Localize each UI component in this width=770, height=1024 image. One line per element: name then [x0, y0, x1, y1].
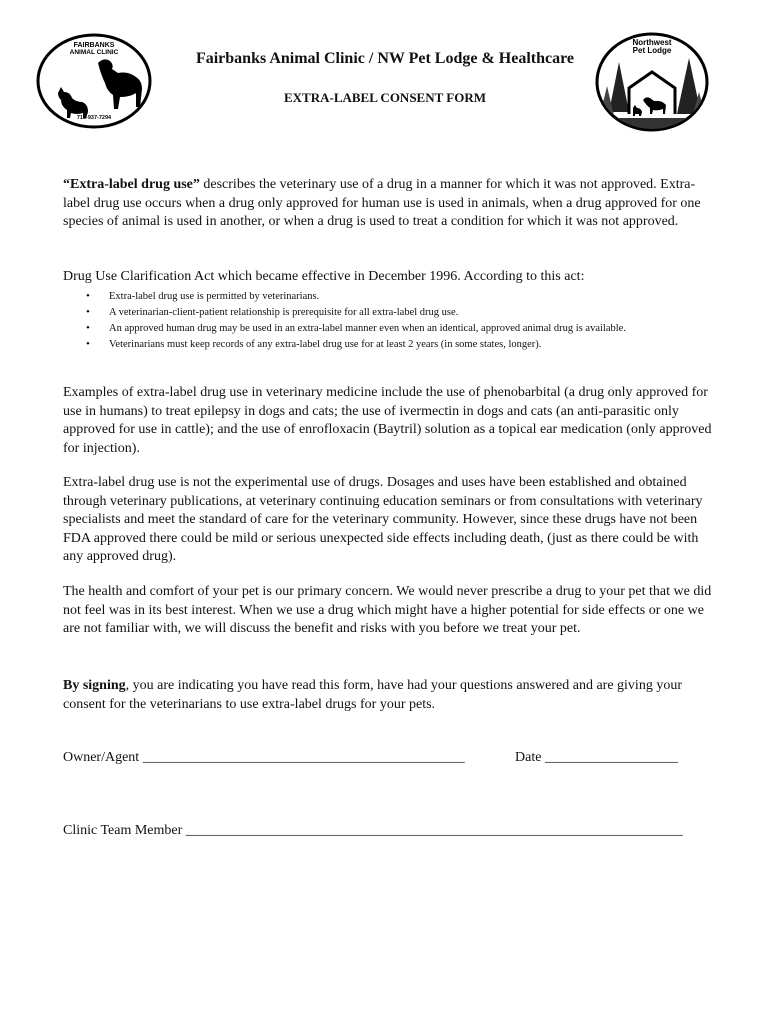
date-field[interactable] — [515, 750, 678, 766]
fairbanks-clinic-logo — [36, 33, 152, 129]
consent-text: , you are indicating you have read this form, have had your questions answered and are giving your consent for the veterinarians to use extra-label drugs for your pets. — [63, 678, 682, 712]
date-label: Date — [515, 750, 542, 765]
owner-signature-blank[interactable]: ______________________________________________ — [142, 750, 465, 765]
team-member-label: Clinic Team Member — [63, 823, 183, 838]
list-item: • Extra-label drug use is permitted by veterinarians. — [82, 289, 702, 304]
definition-paragraph — [63, 176, 713, 232]
logo-left-name-line2: ANIMAL CLINIC — [69, 49, 119, 56]
pet-health-paragraph: The health and comfort of your pet is our primary concern. We would never prescribe a drug to your pet that we did not feel was in its best interest. When we use a drug which might have a higher potential for side effects or one we are not familiar with, we will discuss the benefit and risks with you before we treat your pet. — [63, 584, 712, 636]
definition-text: describes the veterinary use of a drug in a manner for which it was not approved. Extra-label drug use occurs when a drug only approved for human use is used in animals, when a drug approved for one species of animal is used in another, or when a drug is used to treat a condition for which it was not approved. — [63, 177, 701, 229]
date-blank[interactable]: ___________________ — [544, 750, 678, 765]
form-title: EXTRA-LABEL CONSENT FORM — [283, 90, 486, 105]
logo-right-name-line1: Northwest — [632, 38, 672, 47]
owner-label: Owner/Agent — [63, 750, 140, 765]
list-item: • An approved human drug may be used in an extra-label manner even when an identical, approved animal drug is available. — [82, 321, 702, 336]
consent-paragraph — [63, 677, 713, 714]
definition-term: “Extra-label drug use” — [63, 177, 200, 192]
examples-paragraph: Examples of extra-label drug use in veterinary medicine include the use of phenobarbital (a drug only approved for use in humans) to treat epilepsy in dogs and cats; the use of ivermectin in dogs and cats (an anti-parasitic only approved for use in cattle); and the use of enrofloxacin (Baytril) solution as a topical ear medication (only approved for injection). — [63, 385, 712, 456]
owner-signature-field[interactable] — [63, 750, 465, 766]
logo-left-phone: 713-937-7294 — [76, 115, 112, 121]
team-member-signature-field[interactable] — [63, 823, 683, 839]
list-item: • Veterinarians must keep records of any extra-label drug use for at least 2 years (in some states, longer). — [82, 337, 702, 352]
act-rules-list — [82, 289, 702, 353]
consent-term: By signing — [63, 678, 126, 693]
nw-pet-lodge-logo — [595, 32, 709, 132]
logo-right-name-line2: Pet Lodge — [632, 46, 672, 55]
list-item: • A veterinarian-client-patient relationship is prerequisite for all extra-label drug use. — [82, 305, 702, 320]
clinic-title: Fairbanks Animal Clinic / NW Pet Lodge & Healthcare — [195, 50, 575, 67]
team-member-signature-blank[interactable]: _______________________________________________________________________ — [185, 823, 683, 838]
act-intro-paragraph: Drug Use Clarification Act which became effective in December 1996. According to this act: — [63, 269, 585, 284]
not-experimental-paragraph: Extra-label drug use is not the experimental use of drugs. Dosages and uses have been established and obtained through veterinary publications, at veterinary continuing education seminars or from consultations with veterinary specialists and meet the standard of care for the veterinary community. However, since these drugs have not been FDA approved there could be mild or serious unexpected side effects including death, (just as there could be with any approved drug). — [63, 475, 703, 564]
logo-left-name-line1: FAIRBANKS — [73, 42, 115, 49]
